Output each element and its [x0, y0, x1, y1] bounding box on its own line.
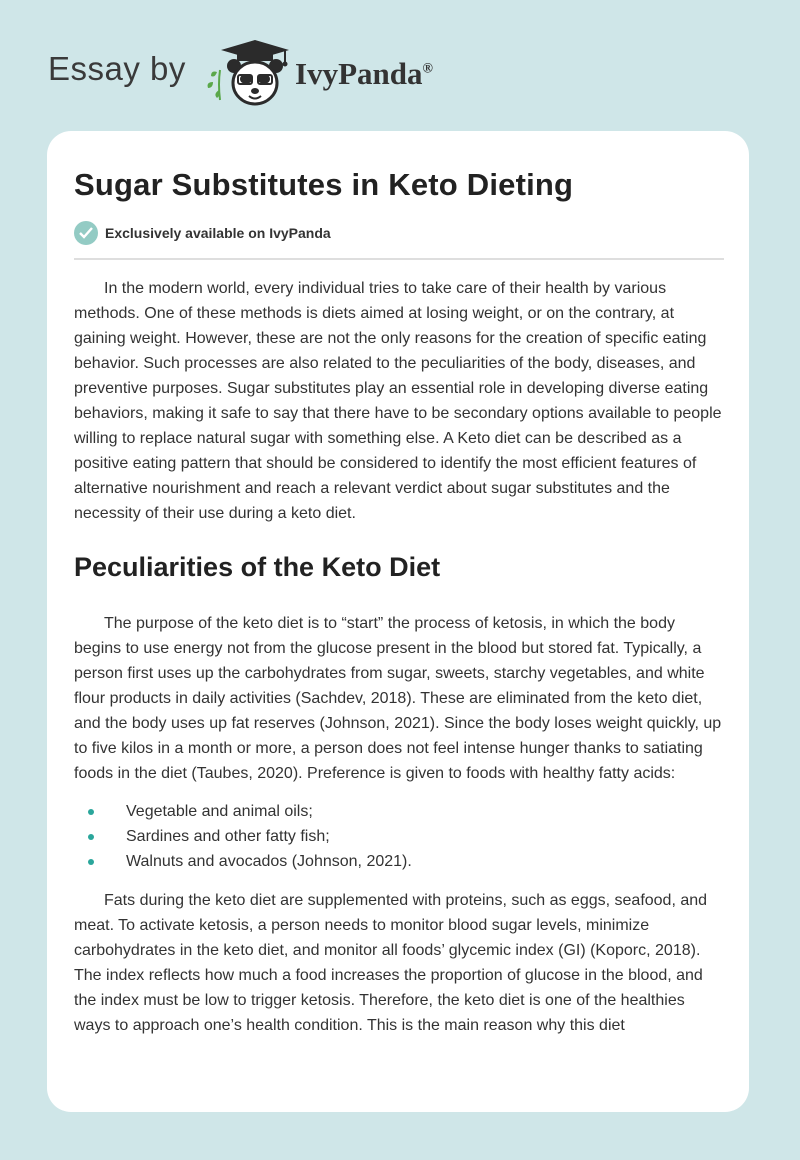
- site-header: [48, 36, 748, 116]
- list-item: Vegetable and animal oils;: [74, 799, 724, 824]
- bullet-icon: [88, 809, 94, 815]
- food-list: [74, 799, 724, 874]
- body-paragraph: The purpose of the keto diet is to “start” the process of ketosis, in which the body begins to use energy not from the glucose present in the blood but stored fat. Typically, a person first uses up the carbohydrates from sugar, sweets, starchy vegetables, and white flour products in daily activities (Sachdev, 2018). These are eliminated from the keto diet, and the body uses up fat reserves (Johnson, 2021). Since the body loses weight quickly, up to five kilos in a month or more, a person does not feel intense hunger thanks to satiating foods in the diet (Taubes, 2020). Preference is given to foods with healthy fatty acids:: [74, 615, 722, 782]
- list-item: Walnuts and avocados (Johnson, 2021).: [74, 849, 724, 874]
- essay-by-label: Essay by: [48, 50, 186, 87]
- divider: [74, 258, 724, 260]
- brand-name[interactable]: IvyPanda®: [295, 56, 433, 91]
- article-card: [47, 131, 749, 1112]
- article-title: Sugar Substitutes in Keto Dieting: [74, 167, 574, 202]
- check-circle-icon: [74, 221, 98, 245]
- exclusive-badge: [74, 221, 724, 245]
- section-heading: Peculiarities of the Keto Diet: [74, 552, 441, 582]
- bullet-icon: [88, 834, 94, 840]
- bullet-icon: [88, 859, 94, 865]
- exclusive-label: Exclusively available on IvyPanda: [105, 225, 331, 241]
- intro-paragraph: In the modern world, every individual tries to take care of their health by various methods. One of these methods is diets aimed at losing weight, or on the contrary, at gaining weight. However, these are not the only reasons for the creation of specific eating behavior. Such processes are also related to the peculiarities of the body, diseases, and preventive purposes. Sugar substitutes play an essential role in developing diverse eating behaviors, making it safe to say that there have to be secondary options available to people willing to replace natural sugar with something else. A Keto diet can be described as a positive eating pattern that should be considered to identify the most efficient features of alternative nourishment and reach a relevant verdict about sugar substitutes and the necessity of their use during a keto diet.: [74, 280, 722, 522]
- body-paragraph: Fats during the keto diet are supplemented with proteins, such as eggs, seafood, and meat. To activate ketosis, a person needs to monitor blood sugar levels, minimize carbohydrates in the keto diet, and monitor all foods’ glycemic index (GI) (Koporc, 2018). The index reflects how much a food increases the proportion of glucose in the blood, and the index must be low to trigger ketosis. Therefore, the keto diet is one of the healthies ways to approach one’s health condition. This is the main reason why this diet: [74, 892, 708, 1034]
- article-content: [74, 167, 724, 1038]
- list-item: Sardines and other fatty fish;: [74, 824, 724, 849]
- panda-graduate-logo-icon[interactable]: [203, 36, 293, 108]
